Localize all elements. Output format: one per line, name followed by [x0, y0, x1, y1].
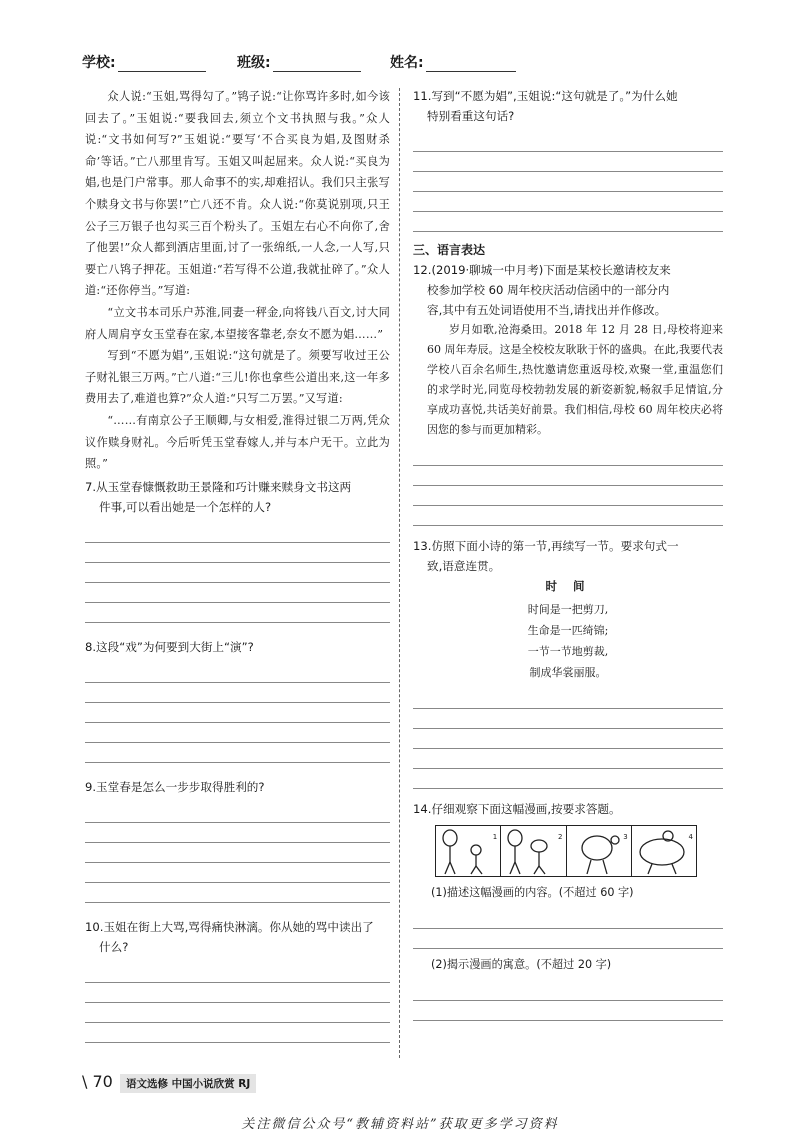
figure-drawing-icon [632, 826, 696, 876]
answer-lines-9[interactable] [85, 803, 390, 903]
question-11-line2: 特别看重这句话? [427, 109, 515, 123]
question-13-line1: 13.仿照下面小诗的第一节,再续写一节。要求句式一 [413, 539, 679, 553]
question-11 [413, 86, 723, 232]
school-label: 学校: [82, 55, 116, 71]
question-12-letter: 岁月如歌,沧海桑田。2018 年 12 月 28 日,母校将迎来 60 周年寿辰。这是全校校友耿耿于怀的盛典。在此,我要代表学校八百余名师生,热忱邀请您重返母校,欢聚一堂,重温您们的求学时光,同览母校勃勃发展的新姿新貌,畅叙手足情谊,分享成功喜悦,共话美好前景。我们相信,母校 60 周年校庆必将因您的参与而更加精彩。 [427, 323, 723, 436]
question-14-sub1: (1)描述这幅漫画的内容。(不超过 60 字) [431, 886, 634, 899]
promo-note: 关注微信公众号“教辅资料站”获取更多学习资料 [241, 1117, 559, 1132]
comic-strip [435, 825, 697, 877]
question-10-line1: 10.玉姐在街上大骂,骂得痛快淋漓。你从她的骂中读出了 [85, 919, 374, 934]
panel-number: 2 [558, 833, 563, 841]
panel-number: 1 [492, 833, 498, 841]
question-14-sub2: (2)揭示漫画的寓意。(不超过 20 字) [431, 958, 612, 971]
question-7-line1: 7.从玉堂春慷慨救助王景隆和巧计赚来赎身文书这两 [85, 479, 352, 494]
passage-paragraph-4: “……有南京公子王顺卿,与女相爱,淮得过银二万两,凭众议作赎身财礼。今后听凭玉堂春嫁人,并与本户无干。立此为照。” [85, 413, 390, 471]
class-label: 班级: [237, 55, 271, 71]
question-14 [413, 799, 723, 1021]
question-9 [85, 777, 390, 903]
figure-drawing-icon [436, 826, 500, 876]
question-10-line2: 什么? [99, 939, 129, 954]
poem-line-1: 时间是一把剪刀, [527, 603, 609, 616]
passage-paragraph-3: 写到“不愿为娼”,玉姐说:“这句就是了。须要写收过王公子财礼银三万两。”亡八道:“三儿!你也拿些公道出来,这一年多费用去了,难道也算?”众人道:“只写二万罢。”又写道: [85, 349, 390, 406]
name-field [390, 52, 516, 72]
poem-line-4: 制成华裳丽服。 [529, 666, 607, 679]
school-blank[interactable] [118, 56, 206, 72]
answer-lines-7[interactable] [85, 523, 390, 623]
poem [413, 576, 723, 683]
figure-drawing-icon [501, 826, 565, 876]
book-title: 语文选修 中国小说欣赏 RJ [120, 1074, 256, 1093]
comic-panel-2 [501, 826, 566, 876]
page-number-value: 70 [92, 1072, 113, 1091]
school-field [82, 52, 206, 72]
question-10 [85, 917, 390, 1043]
class-field [237, 52, 361, 72]
answer-lines-8[interactable] [85, 663, 390, 763]
figure-drawing-icon [567, 826, 631, 876]
left-column [85, 86, 390, 1043]
question-8-line1: 8.这段“戏”为何要到大街上“演”? [85, 639, 254, 654]
poem-line-2: 生命是一匹绮锦; [527, 624, 609, 637]
question-12 [413, 260, 723, 526]
reading-passage [85, 86, 390, 475]
answer-lines-13[interactable] [413, 689, 723, 789]
question-7 [85, 477, 390, 623]
panel-number: 3 [623, 833, 628, 841]
question-8 [85, 637, 390, 763]
page-header [82, 52, 722, 76]
question-11-line1: 11.写到“不愿为娼”,玉姐说:“这句就是了。”为什么她 [413, 89, 678, 103]
question-14-line1: 14.仔细观察下面这幅漫画,按要求答题。 [413, 802, 621, 816]
question-13-line2: 致,语意连贯。 [427, 559, 501, 573]
question-12-line3: 容,其中有五处词语使用不当,请找出并作修改。 [427, 303, 667, 317]
comic-panel-1 [436, 826, 501, 876]
answer-lines-14-2[interactable] [413, 981, 723, 1021]
poem-title: 时 间 [545, 579, 591, 593]
answer-lines-12[interactable] [413, 446, 723, 526]
right-column [413, 86, 723, 1021]
question-9-line1: 9.玉堂春是怎么一步步取得胜利的? [85, 779, 265, 794]
column-divider [399, 88, 400, 1058]
page-number: \ 70 [82, 1072, 113, 1091]
name-label: 姓名: [390, 55, 424, 71]
name-blank[interactable] [426, 56, 516, 72]
section-3-title: 三、语言表达 [413, 243, 486, 257]
question-13 [413, 536, 723, 789]
class-blank[interactable] [273, 56, 361, 72]
answer-lines-14-1[interactable] [413, 909, 723, 949]
question-7-line2: 件事,可以看出她是一个怎样的人? [99, 499, 272, 514]
comic-panel-3 [567, 826, 632, 876]
passage-paragraph-1: 众人说:“玉姐,骂得勾了。”鸨子说:“让你骂许多时,如今该回去了。”玉姐说:“要我回去,须立个文书执照与我。”众人说:“文书如何写?”玉姐说:“要写‘不合买良为娼,及图财杀命’等话。”亡八那里肯写。玉姐又叫起屈来。众人说:“买良为娼,也是门户常事。那人命事不的实,却难招认。我们只主张写个赎身文书与你罢!”亡八还不肯。众人说:“你莫说别项,只王公子三万银子也勾买三百个粉头了。玉姐左右心不向你了,舍了他罢!”众人都到酒店里面,讨了一张绵纸,一人念,一人写,只要亡八鸨子押花。玉姐道:“若写得不公道,我就扯碎了。”众人道:“还你停当。”写道: [85, 90, 390, 298]
comic-panel-4 [632, 826, 696, 876]
question-12-line2: 校参加学校 60 周年校庆活动信函中的一部分内 [427, 283, 670, 297]
answer-lines-10[interactable] [85, 963, 390, 1043]
answer-lines-11[interactable] [413, 132, 723, 232]
passage-paragraph-2: “立文书本司乐户苏淮,同妻一秤金,向将钱八百文,讨大同府人周肩亨女玉堂春在家,本望接客靠老,奈女不愿为娼……” [85, 305, 390, 341]
poem-line-3: 一节一节地剪裁, [527, 645, 609, 658]
panel-number: 4 [688, 833, 693, 841]
question-12-line1: 12.(2019·聊城一中月考)下面是某校长邀请校友来 [413, 263, 671, 277]
